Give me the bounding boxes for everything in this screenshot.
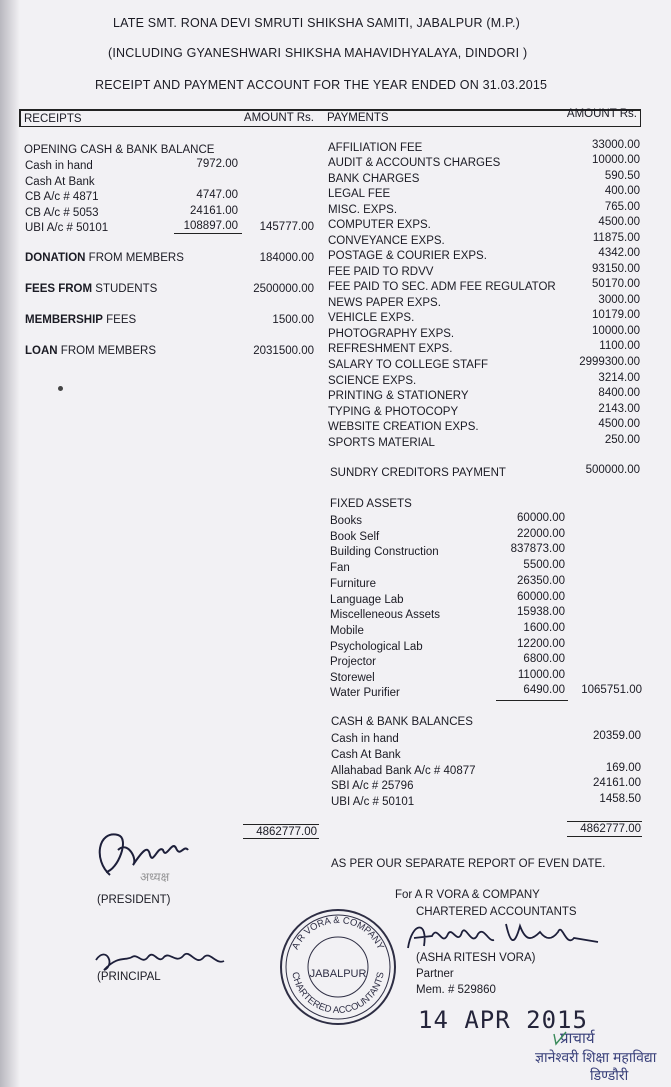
- closing-balance-label: Cash in hand: [331, 733, 399, 745]
- president-label: (PRESIDENT): [97, 894, 171, 906]
- opening-value: 4747.00: [196, 189, 238, 201]
- expense-label: REFRESHMENT EXPS.: [328, 343, 453, 355]
- expense-label: NEWS PAPER EXPS.: [328, 297, 441, 309]
- expense-label: WEBSITE CREATION EXPS.: [328, 421, 479, 433]
- fixed-asset-label: Book Self: [330, 531, 380, 543]
- opening-label: Cash in hand: [25, 160, 93, 172]
- principal-label: (PRINCIPAL: [97, 971, 161, 983]
- fixed-asset-label: Language Lab: [330, 594, 404, 606]
- fixed-asset-value: 1600.00: [523, 622, 565, 634]
- expense-value: 2999300.00: [579, 356, 640, 368]
- partner-name: (ASHA RITESH VORA): [416, 952, 536, 964]
- fixed-asset-value: 6800.00: [523, 653, 565, 665]
- expense-value: 250.00: [604, 434, 640, 446]
- sundry-label: SUNDRY CREDITORS PAYMENT: [330, 467, 506, 479]
- expense-label: AFFILIATION FEE: [328, 142, 423, 154]
- expense-value: 10000.00: [592, 325, 640, 337]
- expense-value: 8400.00: [598, 387, 640, 399]
- fixed-asset-label: Psychological Lab: [330, 641, 423, 653]
- expense-label: LEGAL FEE: [328, 188, 391, 200]
- col-amount-right: AMOUNT Rs.: [566, 108, 637, 120]
- svg-text:JABALPUR: JABALPUR: [309, 968, 367, 980]
- hindi-stamp-line-3: डिण्डौरी: [590, 1067, 629, 1083]
- svg-text:CHARTERED ACCOUNTANTS: CHARTERED ACCOUNTANTS: [289, 971, 387, 1017]
- col-payments: PAYMENTS: [327, 112, 389, 124]
- membership-no: Mem. # 529860: [416, 984, 496, 996]
- fixed-asset-value: 837873.00: [510, 543, 565, 555]
- closing-balance-value: 20359.00: [593, 730, 641, 742]
- col-receipts: RECEIPTS: [24, 113, 82, 125]
- expense-label: BANK CHARGES: [328, 173, 420, 185]
- fixed-asset-value: 60000.00: [517, 591, 565, 603]
- expense-value: 3214.00: [598, 372, 640, 384]
- hindi-stamp-line-1: प्राचार्य: [560, 1030, 595, 1047]
- receipt-value-fees: 2500000.00: [253, 283, 314, 295]
- expense-value: 590.50: [604, 170, 640, 182]
- opening-label: Cash At Bank: [25, 176, 95, 188]
- closing-title: CASH & BANK BALANCES: [331, 716, 473, 728]
- fixed-asset-value: 5500.00: [523, 559, 565, 571]
- fixed-asset-value: 15938.00: [517, 606, 565, 618]
- opening-total: 145777.00: [259, 221, 314, 233]
- receipt-item-fees: FEES FROM STUDENTS: [25, 283, 158, 295]
- expense-label: SPORTS MATERIAL: [328, 437, 435, 449]
- partner-role: Partner: [416, 968, 454, 980]
- expense-label: SCIENCE EXPS.: [328, 375, 417, 387]
- closing-balance-label: Cash At Bank: [331, 749, 401, 761]
- header-line-2: (INCLUDING GYANESHWARI SHIKSHA MAHAVIDHYALAYA, DINDORI ): [108, 46, 528, 60]
- expense-value: 50170.00: [592, 278, 640, 290]
- closing-balance-label: SBI A/c # 25796: [331, 780, 414, 792]
- fixed-asset-value: 12200.00: [517, 638, 565, 650]
- expense-value: 10179.00: [592, 309, 640, 321]
- expense-label: FEE PAID TO SEC. ADM FEE REGULATOR: [328, 281, 556, 293]
- fixed-asset-label: Fan: [330, 562, 350, 574]
- fixed-asset-label: Building Construction: [330, 546, 439, 558]
- expense-value: 1100.00: [599, 340, 640, 352]
- opening-value: 7972.00: [196, 158, 238, 170]
- receipt-item-donation: DONATION FROM MEMBERS: [25, 252, 184, 264]
- receipt-item-loan: LOAN FROM MEMBERS: [25, 345, 156, 357]
- sundry-value: 500000.00: [585, 464, 640, 476]
- fixed-asset-value: 26350.00: [517, 575, 565, 587]
- expense-value: 4342.00: [598, 247, 640, 259]
- expense-value: 4500.00: [598, 418, 640, 430]
- firm-name: For A R VORA & COMPANY: [395, 889, 540, 901]
- col-amount-left: AMOUNT Rs.: [243, 112, 314, 124]
- fixed-underline: [496, 700, 568, 701]
- expense-value: 33000.00: [592, 139, 640, 151]
- opening-value: 108897.00: [183, 220, 238, 232]
- tick-mark: [550, 1028, 570, 1048]
- firm-role: CHARTERED ACCOUNTANTS: [416, 906, 577, 918]
- closing-balance-value: 24161.00: [593, 777, 641, 789]
- fixed-asset-label: Storewel: [330, 672, 375, 684]
- fixed-asset-label: Water Purifier: [330, 687, 400, 699]
- fixed-asset-value: 11000.00: [517, 669, 565, 681]
- receipt-value-loan: 2031500.00: [253, 345, 314, 357]
- hindi-stamp-line-2: ज्ञानेश्वरी शिक्षा महाविद्या: [535, 1049, 657, 1065]
- expense-label: AUDIT & ACCOUNTS CHARGES: [328, 157, 501, 169]
- opening-label: CB A/c # 5053: [25, 207, 99, 219]
- expense-label: CONVEYANCE EXPS.: [328, 235, 445, 247]
- payments-total: 4862777.00: [580, 823, 641, 835]
- opening-label: CB A/c # 4871: [25, 191, 99, 203]
- fixed-asset-label: Projector: [330, 656, 377, 668]
- opening-label: UBI A/c # 50101: [25, 222, 109, 234]
- fixed-asset-label: Books: [330, 515, 362, 527]
- closing-balance-label: Allahabad Bank A/c # 40877: [331, 765, 476, 777]
- fixed-asset-label: Furniture: [330, 578, 377, 590]
- receipt-value-donation: 184000.00: [259, 252, 314, 264]
- expense-label: SALARY TO COLLEGE STAFF: [328, 359, 488, 371]
- header-line-1: LATE SMT. RONA DEVI SMRUTI SHIKSHA SAMITI, JABALPUR (M.P.): [113, 16, 521, 30]
- closing-balance-value: 1458.50: [599, 793, 641, 805]
- expense-label: VEHICLE EXPS.: [328, 312, 415, 324]
- scan-speck: [58, 386, 63, 391]
- scan-shadow: [0, 0, 20, 1087]
- expense-label: MISC. EXPS.: [328, 204, 398, 216]
- expense-label: COMPUTER EXPS.: [328, 219, 431, 231]
- fixed-asset-label: Miscelleneous Assets: [330, 609, 440, 621]
- expense-value: 93150.00: [592, 263, 640, 275]
- opening-value: 24161.00: [190, 205, 238, 217]
- fixed-asset-value: 22000.00: [517, 528, 565, 540]
- closing-balance-label: UBI A/c # 50101: [331, 796, 415, 808]
- receipt-value-membership: 1500.00: [272, 314, 314, 326]
- expense-value: 11875.00: [592, 232, 640, 244]
- fixed-asset-value: 60000.00: [517, 512, 565, 524]
- expense-value: 10000.00: [592, 154, 640, 166]
- receipts-total: 4862777.00: [256, 826, 317, 838]
- ca-seal-stamp: [278, 905, 398, 1029]
- receipt-item-membership: MEMBERSHIP FEES: [25, 314, 137, 326]
- expense-value: 2143.00: [598, 403, 640, 415]
- expense-label: TYPING & PHOTOCOPY: [328, 406, 459, 418]
- expense-value: 3000.00: [598, 294, 640, 306]
- header-line-3: RECEIPT AND PAYMENT ACCOUNT FOR THE YEAR ENDED ON 31.03.2015: [95, 78, 548, 92]
- closing-balance-value: 169.00: [605, 762, 641, 774]
- expense-label: PRINTING & STATIONERY: [328, 390, 469, 402]
- fixed-total: 1065751.00: [581, 684, 642, 696]
- expense-value: 765.00: [604, 201, 640, 213]
- date-stamp: 14 APR 2015: [418, 1006, 588, 1034]
- expense-value: 4500.00: [598, 216, 640, 228]
- svg-text:A R VORA & COMPANY: A R VORA & COMPANY: [290, 914, 386, 952]
- president-hindi-text: अध्यक्ष: [140, 870, 170, 884]
- expense-label: FEE PAID TO RDVV: [328, 266, 434, 278]
- expense-label: POSTAGE & COURIER EXPS.: [328, 250, 487, 262]
- fixed-assets-title: FIXED ASSETS: [330, 498, 412, 510]
- report-note: AS PER OUR SEPARATE REPORT OF EVEN DATE.: [331, 858, 606, 870]
- expense-label: PHOTOGRAPHY EXPS.: [328, 328, 455, 340]
- fixed-asset-value: 6490.00: [523, 684, 565, 696]
- fixed-asset-label: Mobile: [330, 625, 364, 637]
- opening-title: OPENING CASH & BANK BALANCE: [24, 144, 215, 156]
- expense-value: 400.00: [604, 185, 640, 197]
